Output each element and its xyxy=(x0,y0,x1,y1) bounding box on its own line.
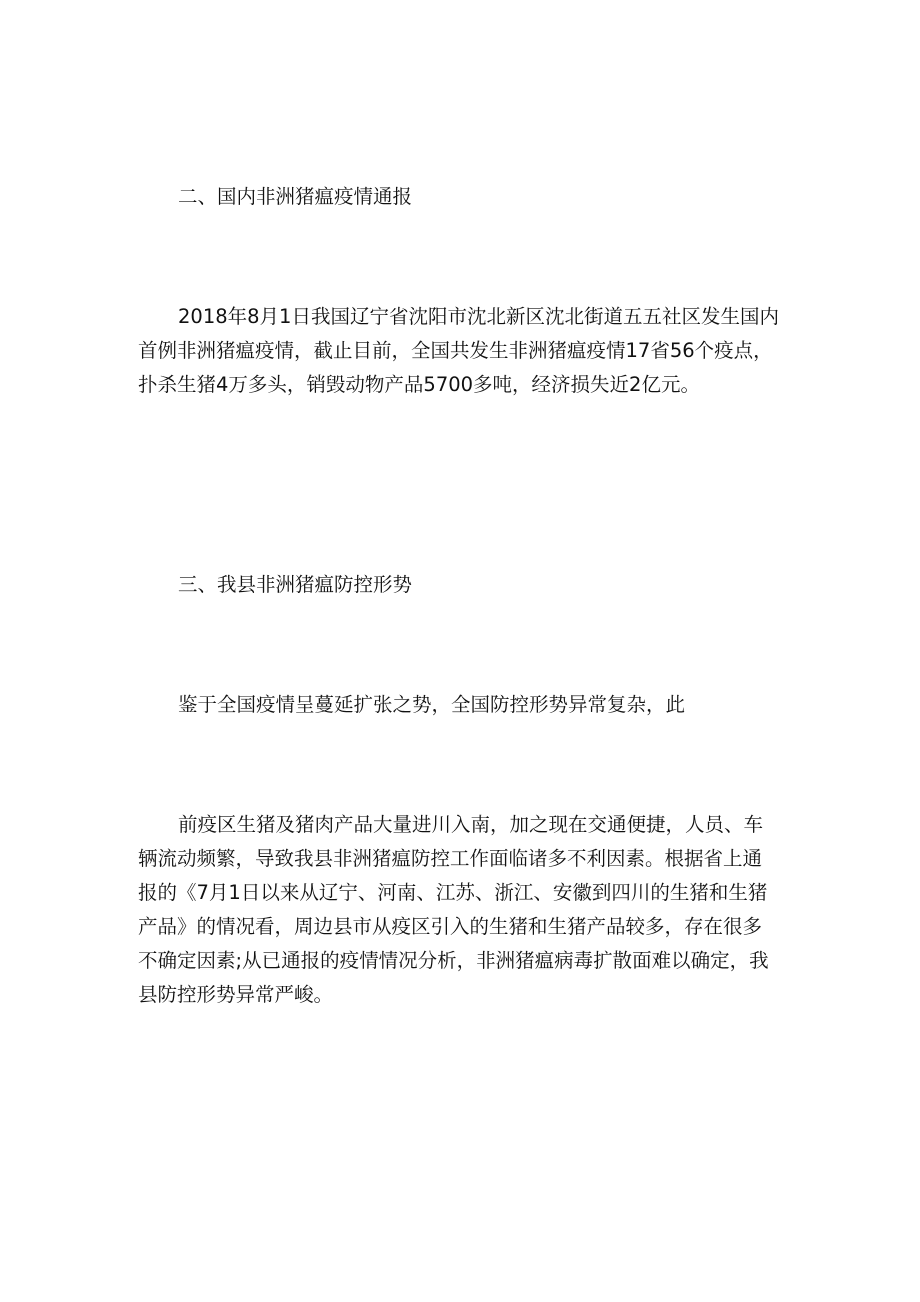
section-two-heading: 二、国内非洲猪瘟疫情通报 xyxy=(178,185,413,208)
section-three-heading: 三、我县非洲猪瘟防控形势 xyxy=(178,573,413,596)
section-three-paragraph-1: 鉴于全国疫情呈蔓延扩张之势，全国防控形势异常复杂，此 xyxy=(178,693,686,716)
section-two-paragraph: 2018年8月1日我国辽宁省沈阳市沈北新区沈北街道五五社区发生国内首例非洲猪瘟疫情，截止目前，全国共发生非洲猪瘟疫情17省56个疫点，扑杀生猪4万多头，销毁动物产品5700多吨，经济损失近2亿元。 xyxy=(138,305,779,396)
section-three-paragraph-2: 前疫区生猪及猪肉产品大量进川入南，加之现在交通便捷，人员、车辆流动频繁，导致我县非洲猪瘟防控工作面临诸多不利因素。根据省上通报的《7月1日以来从辽宁、河南、江苏、浙江、安徽到四川的生猪和生猪产品》的情况看，周边县市从疫区引入的生猪和生猪产品较多，存在很多不确定因素;从已通报的疫情情况分析，非洲猪瘟病毒扩散面难以确定，我县防控形势异常严峻。 xyxy=(138,813,769,1006)
